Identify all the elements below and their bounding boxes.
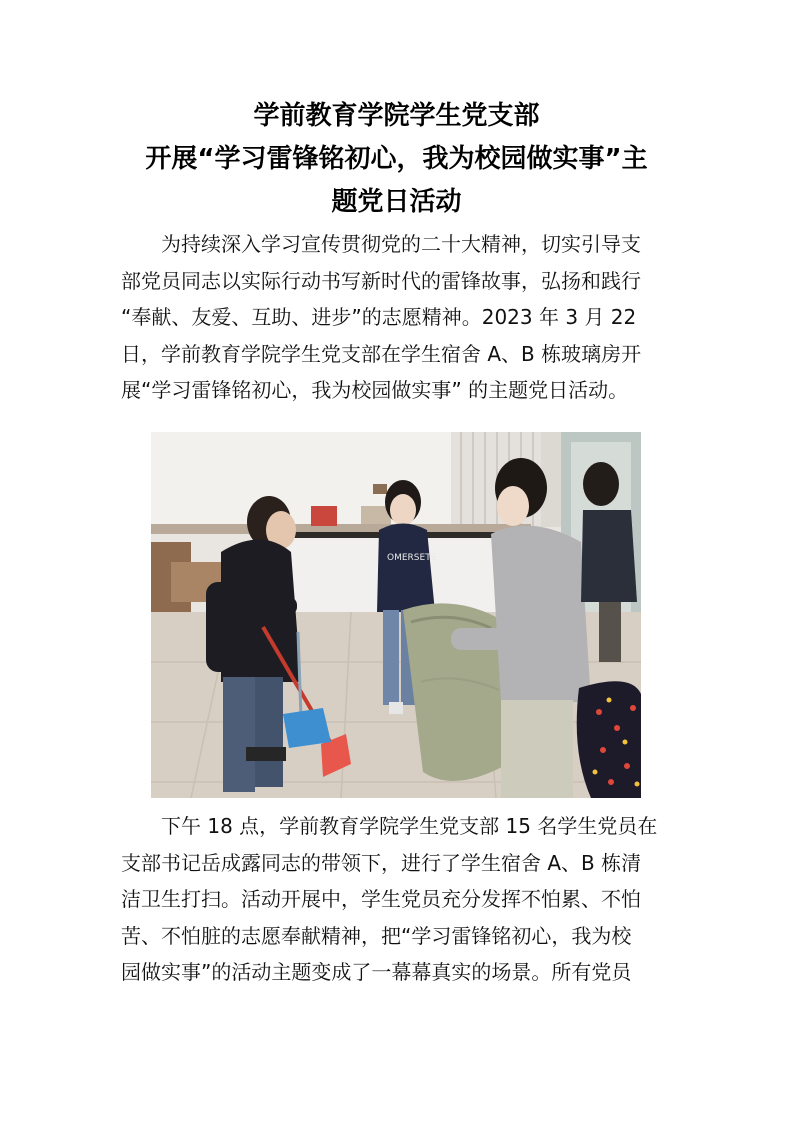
title-line-3: 题党日活动 (331, 187, 462, 217)
paragraph-line: 苦、不怕脏的志愿奉献精神，把“学习雷锋铭初心，我为校 (121, 923, 632, 948)
paragraph-line: 展“学习雷锋铭初心，我为校园做实事” 的主题党日活动。 (121, 378, 629, 402)
paragraph-intro (121, 226, 681, 409)
activity-photo (151, 432, 641, 798)
paragraph-line: 支部书记岳成露同志的带领下，进行了学生宿舍 A、B 栋清 (121, 850, 642, 875)
paragraph-line: 下午 18 点，学前教育学院学生党支部 15 名学生党员在 (121, 814, 658, 838)
title-line-1: 学前教育学院学生党支部 (253, 101, 540, 131)
title-line-2: 开展“学习雷锋铭初心，我为校园做实事”主 (145, 144, 648, 174)
paragraph-line: 洁卫生打扫。活动开展中，学生党员充分发挥不怕累、不怕 (121, 887, 641, 911)
paragraph-line: “奉献、友爱、互助、进步”的志愿精神。2023 年 3 月 22 (121, 305, 637, 329)
sweatshirt-text: OMERSETS (387, 553, 437, 563)
paragraph-line: 日，学前教育学院学生党支部在学生宿舍 A、B 栋玻璃房开 (121, 341, 642, 366)
paragraph-line: 园做实事”的活动主题变成了一幕幕真实的场景。所有党员 (121, 960, 632, 984)
paragraph-activity (121, 808, 681, 991)
paragraph-line: 为持续深入学习宣传贯彻党的二十大精神，切实引导支 (121, 232, 641, 256)
paragraph-line: 部党员同志以实际行动书写新时代的雷锋故事，弘扬和践行 (121, 268, 641, 293)
